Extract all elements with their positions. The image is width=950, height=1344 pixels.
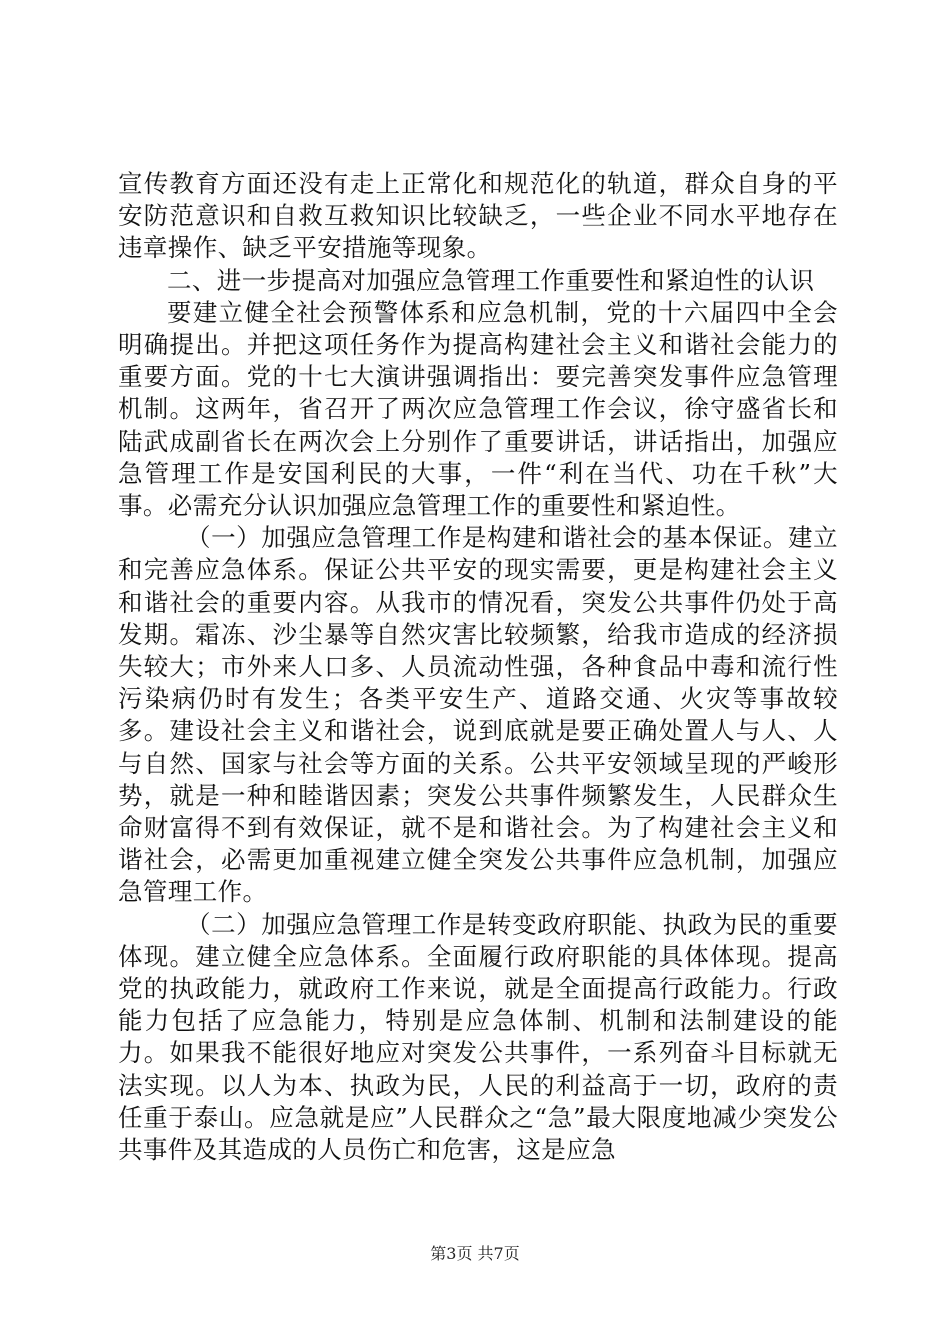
paragraph-body: 要建立健全社会预警体系和应急机制，党的十六届四中全会明确提出。并把这项任务作为提高构建社会主义和谐社会能力的重要方面。党的十七大演讲强调指出：要完善突发事件应急管理机制。这两年，省召开了两次应急管理工作会议，徐守盛省长和陆武成副省长在两次会上分别作了重要讲话，讲话指出，加强应急管理工作是安国利民的大事，一件“利在当代、功在千秋”大事。必需充分认识加强应急管理工作的重要性和紧迫性。 bbox=[118, 297, 838, 521]
paragraph-continuation: 宣传教育方面还没有走上正常化和规范化的轨道，群众自身的平安防范意识和自救互救知识比较缺乏，一些企业不同水平地存在违章操作、缺乏平安措施等现象。 bbox=[118, 169, 838, 263]
document-body bbox=[118, 168, 838, 1166]
paragraph-subsection-2: （二）加强应急管理工作是转变政府职能、执政为民的重要体现。建立健全应急体系。全面履行政府职能的具体体现。提高党的执政能力，就政府工作来说，就是全面提高行政能力。行政能力包括了应急能力，特别是应急体制、机制和法制建设的能力。如果我不能很好地应对突发公共事件，一系列奋斗目标就无法实现。以人为本、执政为民，人民的利益高于一切，政府的责任重于泰山。应急就是应”人民群众之“急”最大限度地减少突发公共事件及其造成的人员伤亡和危害，这是应急 bbox=[118, 909, 838, 1165]
page-number-footer: 第3页 共7页 bbox=[430, 1244, 520, 1263]
paragraph-subsection-1: （一）加强应急管理工作是构建和谐社会的基本保证。建立和完善应急体系。保证公共平安的现实需要，更是构建社会主义和谐社会的重要内容。从我市的情况看，突发公共事件仍处于高发期。霜冻、沙尘暴等自然灾害比较频繁，给我市造成的经济损失较大；市外来人口多、人员流动性强，各种食品中毒和流行性污染病仍时有发生；各类平安生产、道路交通、火灾等事故较多。建设社会主义和谐社会，说到底就是要正确处置人与人、人与自然、国家与社会等方面的关系。公共平安领域呈现的严峻形势，就是一种和睦谐因素；突发公共事件频繁发生，人民群众生命财富得不到有效保证，就不是和谐社会。为了构建社会主义和谐社会，必需更加重视建立健全突发公共事件应急机制，加强应急管理工作。 bbox=[118, 523, 838, 907]
section-heading: 二、进一步提高对加强应急管理工作重要性和紧迫性的认识 bbox=[167, 265, 815, 295]
